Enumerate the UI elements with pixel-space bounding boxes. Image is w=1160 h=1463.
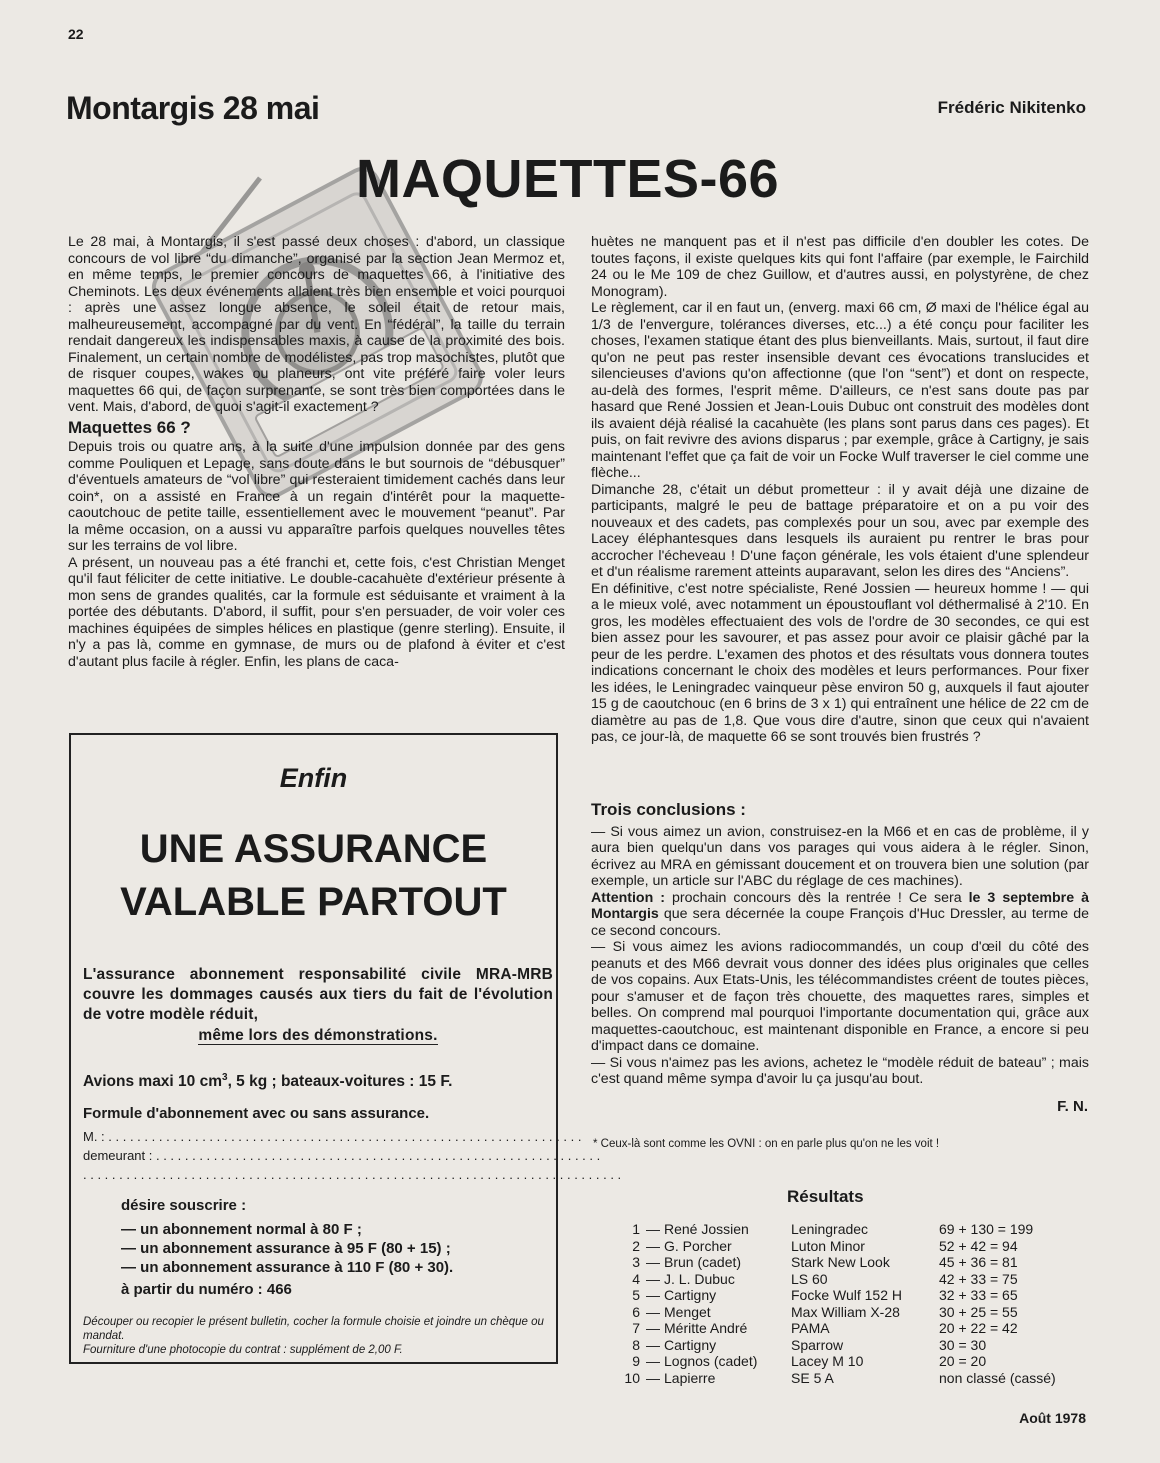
footnote: * Ceux-là sont comme les OVNI : on en parle plus qu'on ne les voit ! (593, 1138, 940, 1150)
ad-headline-line1: UNE ASSURANCE (139, 827, 488, 871)
name-field-label: M. : (83, 1129, 105, 1144)
score-cell: non classé (cassé) (939, 1369, 1056, 1386)
article-title: MAQUETTES-66 (356, 149, 780, 209)
from-issue: à partir du numéro : 466 (121, 1281, 292, 1298)
dash-cell: — (646, 1320, 660, 1337)
fine-print-line: Découper ou recopier le présent bulletin, cocher la formule choisie et joindre un chèque ou mandat. (83, 1316, 544, 1342)
ad-body (83, 965, 553, 1046)
results-row (612, 1337, 1056, 1354)
name-cell: René Jossien (664, 1221, 749, 1238)
rank-cell: 10 (624, 1369, 640, 1386)
model-cell: Lacey M 10 (791, 1353, 864, 1370)
address-field[interactable]: demeurant : . . . . . . . . . . . . . . . . . . . . . . . . . . . . . . . . . . . . . . . . . . . . . . . . . . . . . . . . . . . . . . (83, 1148, 601, 1163)
name-cell: Cartigny (664, 1336, 717, 1353)
model-cell: Stark New Look (791, 1254, 890, 1271)
rank-cell: 9 (632, 1353, 640, 1370)
results-row (612, 1221, 1056, 1238)
dash-cell: — (646, 1287, 660, 1304)
option-assurance-110[interactable]: — un abonnement assurance à 110 F (80 + 30). (121, 1259, 454, 1276)
score-cell: 45 + 36 = 81 (939, 1254, 1018, 1271)
model-cell: LS 60 (791, 1270, 828, 1287)
ad-underlined-text: même lors des démonstrations. (198, 1027, 438, 1044)
dash-cell: — (646, 1270, 660, 1287)
results-row (612, 1271, 1056, 1288)
name-cell: G. Porcher (664, 1237, 732, 1254)
results-row (612, 1320, 1056, 1337)
model-cell: Sparrow (791, 1336, 844, 1353)
ad-prices: Avions maxi 10 $cm^3$, 5 kg ; bateaux-voitures : 15 F. (83, 1072, 453, 1091)
score-cell: 69 + 130 = 199 (939, 1221, 1034, 1238)
rank-cell: 8 (632, 1336, 640, 1353)
ad-headline (71, 823, 556, 929)
name-cell: J. L. Dubuc (664, 1270, 735, 1287)
date-highlight: le 3 septembre à Montargis (591, 889, 1089, 922)
name-field[interactable]: M. : . . . . . . . . . . . . . . . . . . . . . . . . . . . . . . . . . . . . . . . . . . . . . . . . . . . . . . . . . . . . . . . . . . (83, 1129, 582, 1144)
dash-cell: — (646, 1336, 660, 1353)
model-cell: Max William X-28 (791, 1303, 900, 1320)
kicker-title: Montargis 28 mai (66, 90, 320, 126)
results-row (612, 1287, 1056, 1304)
ad-headline-line2: VALABLE PARTOUT (120, 880, 507, 924)
address-field-2[interactable]: . . . . . . . . . . . . . . . . . . . . . . . . . . . . . . . . . . . . . . . . . . . . . . . . . . . . . . . . . . . . . . . . . . . . . . . . . . . (83, 1167, 622, 1182)
dash-cell: — (646, 1353, 660, 1370)
conclusion-text: prochain concours dès la rentrée ! Ce sera (664, 889, 969, 906)
rank-cell: 4 (632, 1270, 640, 1287)
rank-cell: 3 (632, 1254, 640, 1271)
rank-cell: 2 (632, 1237, 640, 1254)
subscribe-label: désire souscrire : (121, 1197, 247, 1214)
rank-cell: 7 (632, 1320, 640, 1337)
body-paragraph: Depuis trois ou quatre ans, à la suite d'une impulsion donnée par des gens comme Pouliquen et Lepage, sans doute dans le but sournois de “débusquer” d'éventuels amateurs de “vol libre” qui resteraient timidement cachés dans leur coin*, on a assisté en France à un regain d'intérêt pour la maquette-caoutchouc de petite taille, essentiellement avec le mouvement “peanut”. Par la même occasion, on a aussi vu apparaître parfois quelques nouvelles têtes sur les terrains de vol libre. (68, 439, 565, 554)
fine-print-line: Fourniture d'une photocopie du contrat : supplément de 2,00 F. (83, 1344, 403, 1356)
right-column (591, 234, 1089, 746)
left-column (68, 234, 565, 670)
body-paragraph: Le règlement, car il en faut un, (enverg. maxi 66 cm, Ø maxi de l'hélice égal au 1/3 de l'envergure, tolérances diverses, etc...) a été conçu pour faciliter les choses, l'examen statique étant des plus bienveillants. Mais, surtout, il faut dire qu'on ne peut pas rester insensible devant ces évocations translucides et silencieuses d'avions qu'on affectionne (que l'on “sent”) et dont on respecte, au-delà des formes, l'esprit même. D'ailleurs, ce n'est sans doute pas par hasard que René Jossien et Jean-Louis Dubuc ont construit des modèles dont ils avaient déjà réalisé la cacahuète (les plans sont parus dans ces pages). Et puis, on fait revivre des avions disparus ; par exemple, grâce à Cartigny, je sais maintenant l'effet que ça fait de voir un Focke Wulf traverser le ciel comme une flèche... (591, 300, 1089, 481)
conclusion-text: que sera décernée la coupe François d'Huc Dressler, au terme de ce second concours. (591, 906, 1089, 939)
conclusion-paragraph: — Si vous aimez les avions radiocommandés, un coup d'œil du côté des peanuts et des M66 devrait vous donner des idées plus originales que celles de vos copains. Aux Etats-Unis, les télécommandistes créent de toutes pièces, pour s'amuser et de façon très chouette, des maquettes rares, simples et belles. On comprend mal pourquoi l'importante documentation qui, grâce aux maquettes-caoutchouc, est maintenant disponible en France, a encore si peu d'impact dans ce domaine. (591, 939, 1089, 1054)
score-cell: 30 = 30 (939, 1336, 987, 1353)
results-row (612, 1370, 1056, 1387)
conclusion-paragraph: — Si vous n'aimez pas les avions, achetez le “modèle réduit de bateau” ; mais c'est quand même sympa d'avoir lu ça jusqu'au bout. (591, 1054, 1089, 1087)
model-cell: SE 5 A (791, 1369, 834, 1386)
issue-date: Août 1978 (1019, 1410, 1086, 1426)
formula-title: Formule d'abonnement avec ou sans assurance. (83, 1105, 430, 1122)
conclusion-paragraph (591, 890, 1089, 940)
subscription-options (121, 1220, 453, 1299)
name-cell: Lapierre (664, 1369, 716, 1386)
results-title: Résultats (787, 1187, 864, 1206)
rank-cell: 5 (632, 1287, 640, 1304)
dash-cell: — (646, 1303, 660, 1320)
author-name: Frédéric Nikitenko (937, 98, 1086, 117)
body-paragraph: A présent, un nouveau pas a été franchi et, cette fois, c'est Christian Menget qu'il faut féliciter de cette initiative. Le double-cacahuète d'extérieur présente à mon sens de grandes qualités, car la formule est séduisante et vraiment à la portée des débutants. D'abord, il suffit, pour s'en persuader, de voir voler ces machines équipées de simples hélices en plastique (genre sterling). Ensuite, il n'y a pas là, comme en gymnase, de murs ou de plafond à éviter et c'est d'autant plus facile à régler. Enfin, les plans de caca- (68, 554, 565, 670)
name-cell: Cartigny (664, 1287, 717, 1304)
insurance-ad-box (69, 733, 622, 1364)
page-number: 22 (68, 26, 84, 42)
results-row (612, 1304, 1056, 1321)
ad-enfin: Enfin (279, 763, 348, 793)
score-cell: 52 + 42 = 94 (939, 1237, 1018, 1254)
score-cell: 20 + 22 = 42 (939, 1320, 1018, 1337)
model-cell: Luton Minor (791, 1237, 865, 1254)
score-cell: 42 + 33 = 75 (939, 1270, 1018, 1287)
conclusions-section (591, 802, 1089, 1088)
body-paragraph: Dimanche 28, c'était un début prometteur : il y avait déjà une dizaine de participants, malgré le peu de battage préparatoire et on a pu voir des nouveaux et des cadets, pas complexés pour un sou, avec par exemple des Lacey éléphantesques dans lesquels ils auraient pu rentrer le bras pour accrocher l'écheveau ! D'une façon générale, les vols étaient d'une splendeur et d'un réalisme rarement atteints auparavant, selon les dires des “Anciens”. (591, 481, 1089, 580)
results-row (612, 1254, 1056, 1271)
address-field-label: demeurant : (83, 1148, 153, 1163)
ad-underlined (83, 1026, 553, 1046)
dash-cell: — (646, 1254, 660, 1271)
name-cell: Lognos (cadet) (664, 1353, 758, 1370)
ad-fine-print (83, 1315, 553, 1357)
dash-cell: — (646, 1237, 660, 1254)
model-cell: Focke Wulf 152 H (791, 1287, 903, 1304)
ad-body-text: L'assurance abonnement responsabilité civile MRA-MRB couvre les dommages causés aux tiers du fait de l'évolution de votre modèle réduit, (83, 966, 553, 1023)
rank-cell: 1 (632, 1221, 640, 1238)
results-table (612, 1221, 1056, 1386)
score-cell: 30 + 25 = 55 (939, 1303, 1018, 1320)
intro-paragraph: Le 28 mai, à Montargis, il s'est passé deux choses : d'abord, un classique concours de vol libre “du dimanche”, organisé par la section Jean Mermoz et, en même temps, le premier concours de maquettes 66, à l'initiative des Cheminots. Les deux événements allaient très bien ensemble et voici pourquoi : après une assez longue absence, le soleil était de retour mais, malheureusement, accompagné par du vent. En “fédéral”, la taille du terrain rendait dangereux les indispensables maxis, à cause de la proximité des bois. Finalement, un certain nombre de modélistes, pas trop masochistes, plutôt que de risquer coupes, wakes ou planeurs, ont vite préféré faire voler leurs maquettes 66 qui, de façon surprenante, se sont très bien comportées dans le vent. Mais, d'abord, de quoi s'agit-il exactement ? (68, 234, 565, 415)
model-cell: Leningradec (791, 1221, 869, 1238)
dash-cell: — (646, 1221, 660, 1238)
option-normal[interactable]: — un abonnement normal à 80 F ; (121, 1221, 362, 1238)
section-heading: Maquettes 66 ? (68, 417, 191, 437)
name-cell: Menget (664, 1303, 711, 1320)
signature: F. N. (1057, 1098, 1088, 1115)
results-row (612, 1238, 1056, 1255)
results-row (612, 1353, 1056, 1370)
name-cell: Méritte André (664, 1320, 748, 1337)
score-cell: 20 = 20 (939, 1353, 987, 1370)
body-paragraph: En définitive, c'est notre spécialiste, René Jossien — heureux homme ! — qui a le mieux volé, avec notamment un époustouflant vol déthermalisé à 2'10. En gros, les modèles effectuaient des vols de l'ordre de 30 secondes, ce qui est bien assez pour les savourer, et pas assez pour avoir ce plaisir gâché par la peur de les perdre. L'examen des photos et des résultats vous donnera toutes indications concernant le choix des modèles et leurs performances. Pour fixer les idées, le Leningradec vainqueur pèse environ 50 g, auxquels il faut ajouter 15 g de caoutchouc (en 6 brins de 3 x 1) qui entraînent une hélice de 22 cm de diamètre au pas de 1,8. Que vous dire d'autre, sinon que ceux qui n'avaient pas, ce jour-là, de maquette 66 se sont trouvés bien frustrés ? (591, 580, 1089, 745)
name-cell: Brun (cadet) (664, 1254, 742, 1271)
conclusion-paragraph: — Si vous aimez un avion, construisez-en la M66 et en cas de problème, il y aura bien quelqu'un dans vos parages qui vous aidera à le régler. Sinon, écrivez au MRA en gémissant doucement et on trouvera bien une solution (par exemple, un article sur l'ABC du réglage de ces machines). (591, 823, 1089, 889)
body-paragraph: huètes ne manquent pas et il n'est pas difficile d'en doubler les cotes. De toutes façons, il existe quelques kits qui font l'affaire (par exemple, le Fairchild 24 ou le Me 109 de chez Guillow, et d'autres aussi, en polystyrène, de chez Monogram). (591, 234, 1089, 300)
score-cell: 32 + 33 = 65 (939, 1287, 1018, 1304)
dash-cell: — (646, 1369, 660, 1386)
option-assurance-95[interactable]: — un abonnement assurance à 95 F (80 + 15) ; (121, 1240, 451, 1257)
conclusions-heading: Trois conclusions : (591, 800, 746, 819)
model-cell: PAMA (791, 1320, 830, 1337)
attention-label: Attention : (591, 889, 665, 906)
rank-cell: 6 (632, 1303, 640, 1320)
